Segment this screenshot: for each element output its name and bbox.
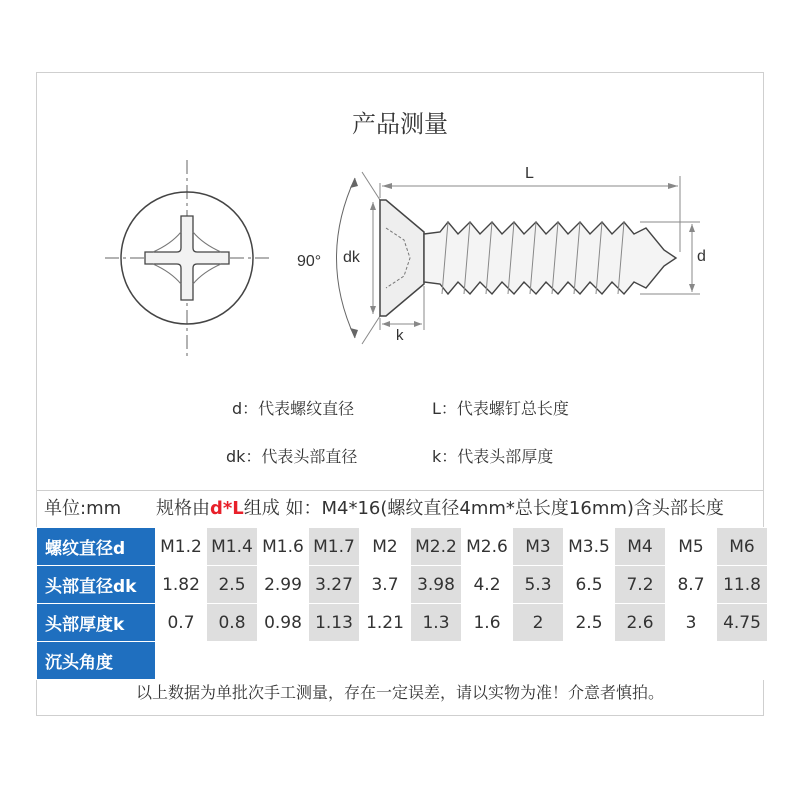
table-cell bbox=[513, 642, 564, 680]
legend-k: k：代表头部厚度 bbox=[432, 447, 554, 466]
disclaimer-footer: 以上数据为单批次手工测量，存在一定误差，请以实物为准！介意者慎拍。 bbox=[135, 683, 664, 702]
table-cell: M3 bbox=[513, 528, 564, 566]
table-row-head-thickness bbox=[37, 604, 768, 642]
table-cell: 1.13 bbox=[309, 604, 360, 642]
table-cell: 1.6 bbox=[462, 604, 513, 642]
table-cell: M1.2 bbox=[156, 528, 207, 566]
table-cell: 6.5 bbox=[564, 566, 615, 604]
table-row-thread-diameter bbox=[37, 528, 768, 566]
table-cell: M2.6 bbox=[462, 528, 513, 566]
table-cell: 2.5 bbox=[207, 566, 258, 604]
table-cell: 8.7 bbox=[666, 566, 717, 604]
screw-head-top-view bbox=[105, 160, 272, 360]
table-row-countersink-angle bbox=[37, 642, 768, 680]
table-cell: M2.2 bbox=[411, 528, 462, 566]
table-cell: 4.75 bbox=[717, 604, 768, 642]
table-cell: 2 bbox=[513, 604, 564, 642]
table-cell: 7.2 bbox=[615, 566, 666, 604]
table-cell: M4 bbox=[615, 528, 666, 566]
page-title: 产品测量 bbox=[352, 110, 448, 138]
table-cell: M1.6 bbox=[258, 528, 309, 566]
spec-highlight: d*L bbox=[210, 498, 244, 519]
table-cell bbox=[615, 642, 666, 680]
spec-table bbox=[36, 527, 768, 680]
table-cell: 5.3 bbox=[513, 566, 564, 604]
table-cell: M3.5 bbox=[564, 528, 615, 566]
table-cell: 1.3 bbox=[411, 604, 462, 642]
row-header: 螺纹直径d bbox=[37, 528, 156, 566]
table-cell: M6 bbox=[717, 528, 768, 566]
table-cell bbox=[207, 642, 258, 680]
k-label: k bbox=[396, 327, 404, 344]
table-cell: 4.2 bbox=[462, 566, 513, 604]
angle-label: 90° bbox=[297, 253, 322, 270]
dk-label: dk bbox=[343, 249, 360, 266]
row-header: 头部厚度k bbox=[37, 604, 156, 642]
legend-dk: dk：代表头部直径 bbox=[226, 447, 358, 466]
spec-info-row bbox=[36, 490, 764, 527]
legend-d: d：代表螺纹直径 bbox=[232, 399, 355, 418]
table-cell: 1.82 bbox=[156, 566, 207, 604]
l-label: L bbox=[525, 165, 534, 182]
table-cell bbox=[258, 642, 309, 680]
table-cell: 2.6 bbox=[615, 604, 666, 642]
table-cell bbox=[717, 642, 768, 680]
unit-label: 单位:mm bbox=[44, 498, 122, 519]
table-cell: M2 bbox=[360, 528, 411, 566]
table-cell: M1.4 bbox=[207, 528, 258, 566]
table-cell bbox=[156, 642, 207, 680]
table-cell: 1.21 bbox=[360, 604, 411, 642]
table-cell: 0.98 bbox=[258, 604, 309, 642]
table-cell bbox=[360, 642, 411, 680]
table-row-head-diameter bbox=[37, 566, 768, 604]
table-cell: 3 bbox=[666, 604, 717, 642]
spec-description bbox=[156, 491, 724, 527]
table-cell bbox=[411, 642, 462, 680]
spec-suffix: 组成 如：M4*16(螺纹直径4mm*总长度16mm)含头部长度 bbox=[243, 498, 724, 519]
spec-prefix: 规格由 bbox=[156, 498, 210, 519]
table-cell: 2.99 bbox=[258, 566, 309, 604]
legend-l: L：代表螺钉总长度 bbox=[432, 399, 569, 418]
table-cell: 11.8 bbox=[717, 566, 768, 604]
table-cell: 3.7 bbox=[360, 566, 411, 604]
row-header: 头部直径dk bbox=[37, 566, 156, 604]
table-cell: 0.8 bbox=[207, 604, 258, 642]
table-cell: M5 bbox=[666, 528, 717, 566]
table-cell: 3.27 bbox=[309, 566, 360, 604]
screw-side-view bbox=[337, 172, 701, 344]
table-cell bbox=[462, 642, 513, 680]
table-cell: M1.7 bbox=[309, 528, 360, 566]
row-header: 沉头角度 bbox=[37, 642, 156, 680]
table-cell bbox=[564, 642, 615, 680]
table-cell bbox=[666, 642, 717, 680]
d-label: d bbox=[697, 248, 706, 265]
table-cell: 2.5 bbox=[564, 604, 615, 642]
table-cell bbox=[309, 642, 360, 680]
table-cell: 0.7 bbox=[156, 604, 207, 642]
table-cell: 3.98 bbox=[411, 566, 462, 604]
